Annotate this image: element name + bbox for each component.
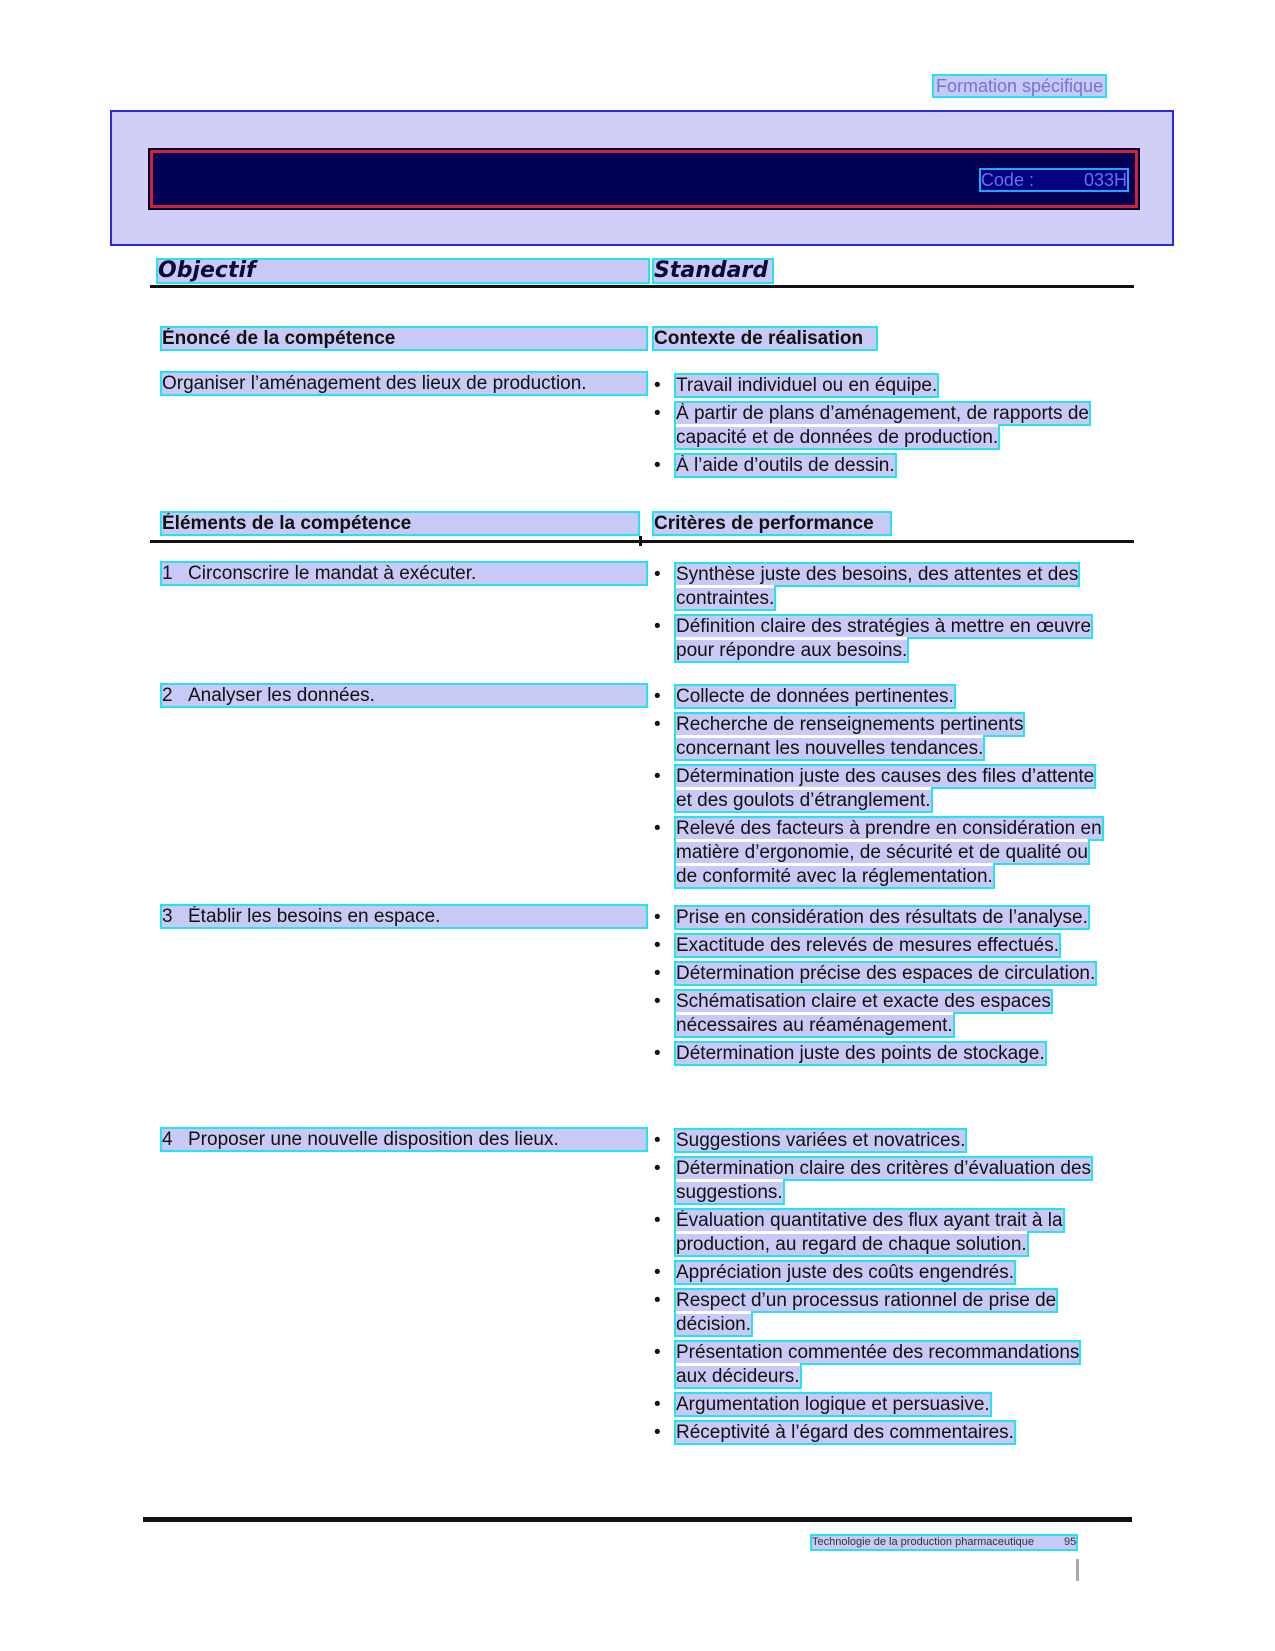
footer-program: Technologie de la production pharmaceutique (812, 1536, 1034, 1548)
list-item: • Recherche de renseignements pertinents concernant les nouvelles tendances. (654, 713, 1114, 761)
list-item: • Collecte de données pertinentes. (654, 685, 1114, 709)
criteres-heading: Critères de performance (654, 513, 890, 534)
document-category: Formation spécifique (936, 76, 1104, 96)
list-item: • Présentation commentée des recommandations aux décideurs. (654, 1341, 1114, 1389)
criteria-list-4 (654, 1129, 1114, 1449)
list-item: • Évaluation quantitative des flux ayant trait à la production, au regard de chaque solution. (654, 1209, 1114, 1257)
code-label: Code : (980, 169, 1034, 190)
enonce-heading: Énoncé de la compétence (162, 328, 646, 349)
list-item: • Schématisation claire et exacte des espaces nécessaires au réaménagement. (654, 990, 1114, 1038)
standard-heading: Standard (654, 260, 772, 282)
list-item: • Relevé des facteurs à prendre en considération en matière d’ergonomie, de sécurité et de qualité ou de conformité avec la réglementation. (654, 817, 1114, 889)
list-item: • À l’aide d’outils de dessin. (654, 454, 1114, 478)
element-2: 2 Analyser les données. (162, 685, 646, 706)
objectif-heading: Objectif (158, 260, 648, 282)
element-3: 3 Établir les besoins en espace. (162, 906, 646, 927)
competency-title-bar (150, 150, 1138, 208)
list-item: • Détermination juste des causes des files d’attente et des goulots d’étranglement. (654, 765, 1114, 813)
element-4: 4 Proposer une nouvelle disposition des lieux. (162, 1129, 646, 1150)
section-rule (150, 540, 1134, 543)
element-1: 1 Circonscrire le mandat à exécuter. (162, 563, 646, 584)
criteria-list-1 (654, 563, 1114, 667)
footer-rule (143, 1517, 1132, 1522)
list-item: • Prise en considération des résultats de l’analyse. (654, 906, 1114, 930)
list-item: • Argumentation logique et persuasive. (654, 1393, 1114, 1417)
elements-heading: Éléments de la compétence (162, 513, 638, 534)
list-item: • Travail individuel ou en équipe. (654, 374, 1114, 398)
criteria-list-3 (654, 906, 1114, 1070)
page-number: 95 (1064, 1536, 1077, 1548)
list-item: • Détermination précise des espaces de circulation. (654, 962, 1114, 986)
competency-code (981, 170, 1127, 190)
list-item: • Définition claire des stratégies à mettre en œuvre pour répondre aux besoins. (654, 615, 1114, 663)
contexte-list (654, 374, 1114, 482)
criteria-list-2 (654, 685, 1114, 893)
list-item: • Réceptivité à l’égard des commentaires. (654, 1421, 1114, 1445)
code-value: 033H (1083, 169, 1127, 190)
list-item: • Exactitude des relevés de mesures effectués. (654, 934, 1114, 958)
column-divider (639, 536, 642, 546)
list-item: • Détermination claire des critères d’évaluation des suggestions. (654, 1157, 1114, 1205)
footer-marker (1076, 1559, 1079, 1581)
list-item: • À partir de plans d’aménagement, de rapports de capacité et de données de production. (654, 402, 1114, 450)
heading-rule (150, 285, 1134, 288)
list-item: • Respect d’un processus rationnel de prise de décision. (654, 1289, 1114, 1337)
page-footer (812, 1536, 1076, 1549)
contexte-heading: Contexte de réalisation (654, 328, 876, 349)
list-item: • Suggestions variées et novatrices. (654, 1129, 1114, 1153)
list-item: • Détermination juste des points de stockage. (654, 1042, 1114, 1066)
competency-banner (110, 110, 1174, 246)
enonce-text: Organiser l’aménagement des lieux de production. (162, 373, 646, 394)
list-item: • Synthèse juste des besoins, des attentes et des contraintes. (654, 563, 1114, 611)
list-item: • Appréciation juste des coûts engendrés. (654, 1261, 1114, 1285)
